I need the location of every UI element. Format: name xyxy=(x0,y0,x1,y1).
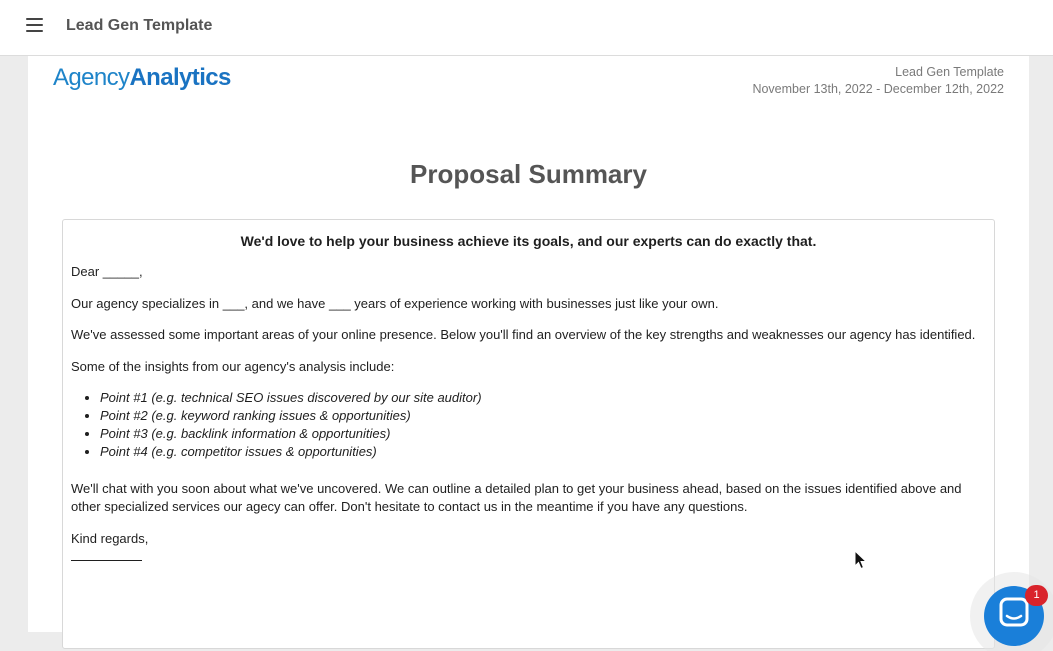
mouse-cursor-icon xyxy=(854,550,868,570)
proposal-headline: We'd love to help your business achieve its goals, and our experts can do exactly that. xyxy=(240,233,817,249)
proposal-summary-title: Proposal Summary xyxy=(410,159,647,189)
signoff-text: Kind regards, xyxy=(71,530,149,546)
report-date-range: November 13th, 2022 - December 12th, 2022 xyxy=(752,82,1004,96)
proposal-card xyxy=(62,219,995,649)
intro-text: Our agency specializes in ___, and we have ___ years of experience working with businesses just like your own. xyxy=(71,295,719,311)
list-item: • Point #4 (e.g. competitor issues & opportunities) xyxy=(100,443,986,461)
logo-text-bold: Analytics xyxy=(129,64,231,91)
report-template-name: Lead Gen Template xyxy=(895,65,1004,79)
insights-intro-text: Some of the insights from our agency's analysis include: xyxy=(71,358,395,374)
assessment-text: We've assessed some important areas of your online presence. Below you'll find an overview of the key strengths and weaknesses our agency has identified. xyxy=(71,327,976,342)
page-title-header: Lead Gen Template xyxy=(66,17,213,34)
hamburger-icon[interactable] xyxy=(26,17,43,33)
list-item: • Point #3 (e.g. backlink information & opportunities) xyxy=(100,425,986,443)
insight-list xyxy=(100,389,986,461)
chat-notification-badge: 1 xyxy=(1025,585,1048,606)
report-sheet xyxy=(28,56,1029,632)
top-bar xyxy=(0,0,1053,56)
logo-text-light: Agency xyxy=(53,64,130,91)
list-item: • Point #1 (e.g. technical SEO issues discovered by our site auditor) xyxy=(100,389,986,407)
greeting-text: Dear _____, xyxy=(71,264,143,279)
agency-analytics-logo xyxy=(53,64,231,92)
signature-line xyxy=(71,551,142,561)
closing-text: We'll chat with you soon about what we've uncovered. We can outline a detailed plan to get your business ahead, based on the issues identified above and other specialized services our agecy can offer. Don't hesitate to contact us in the meantime if you have any questions. xyxy=(71,481,962,514)
list-item: • Point #2 (e.g. keyword ranking issues & opportunities) xyxy=(100,407,986,425)
report-meta xyxy=(752,64,1004,98)
